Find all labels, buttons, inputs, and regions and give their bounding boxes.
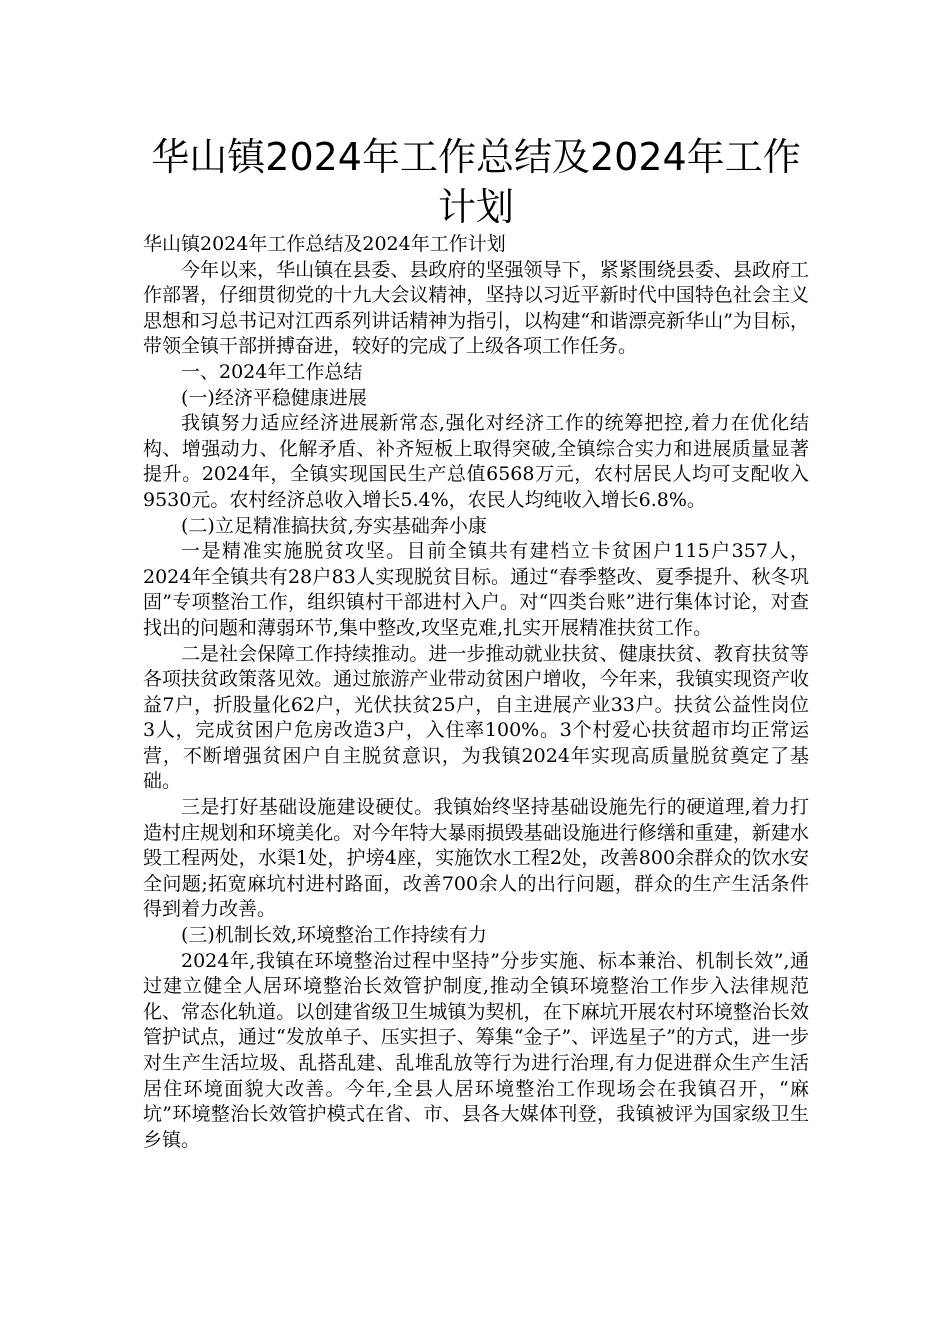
paragraph: 三是打好基础设施建设硬仗。我镇始终坚持基础设施先行的硬道理,着力打造村庄规划和环境美化。对今年特大暴雨损毁基础设施进行修缮和重建，新建水毁工程两处，水渠1处，护塝4座，实施饮水工程2处，改善800余群众的饮水安全问题;拓宽麻坑村进村路面，改善700余人的出行问题，群众的生产生活条件得到着力改善。	[143, 796, 809, 921]
document-body	[143, 232, 809, 1153]
document-page	[143, 120, 809, 1153]
title-line-1: 华山镇2024年工作总结及2024年工作	[151, 135, 801, 179]
subsection-heading: (三)机制长效,环境整治工作持续有力	[181, 924, 487, 947]
paragraph: 一是精准实施脱贫攻坚。目前全镇共有建档立卡贫困户115户357人，2024年全镇共有28户83人实现脱贫目标。通过“春季整改、夏季提升、秋冬巩固”专项整治工作，组织镇村干部进村入户。对“四类台账”进行集体讨论，对查找出的问题和薄弱环节,集中整改,攻坚克难,扎实开展精准扶贫工作。	[143, 540, 809, 639]
paragraph: 2024年,我镇在环境整治过程中坚持”分步实施、标本兼治、机制长效”,通过建立健全人居环境整治长效管护制度,推动全镇环境整治工作步入法律规范化、常态化轨道。以创建省级卫生城镇为契机，在下麻坑开展农村环境整治长效管护试点，通过“发放单子、压实担子、筹集“金子”、评选星子”的方式，进一步对生产生活垃圾、乱搭乱建、乱堆乱放等行为进行治理,有力促进群众生产生活居住环境面貌大改善。今年,全县人居环境整治工作现场会在我镇召开，“麻坑”环境整治长效管护模式在省、市、县各大媒体刊登，我镇被评为国家级卫生乡镇。	[143, 949, 809, 1151]
section-heading: 一、2024年工作总结	[181, 360, 363, 383]
paragraph: 二是社会保障工作持续推动。进一步推动就业扶贫、健康扶贫、教育扶贫等各项扶贫政策落见效。通过旅游产业带动贫困户增收，今年来，我镇实现资产收益7户，折股量化62户，光伏扶贫25户，自主进展产业33户。扶贫公益性岗位3人，完成贫困户危房改造3户，入住率100%。3个村爱心扶贫超市均正常运营，不断增强贫困户自主脱贫意识，为我镇2024年实现高质量脱贫奠定了基础。	[143, 642, 809, 793]
paragraph: 我镇努力适应经济进展新常态,强化对经济工作的统筹把控,着力在优化结构、增强动力、化解矛盾、补齐短板上取得突破,全镇综合实力和进展质量显著提升。2024年，全镇实现国民生产总值6568万元，农村居民人均可支配收入9530元。农村经济总收入增长5.4%，农民人均纯收入增长6.8%。	[143, 412, 809, 511]
title-line-2: 计划	[437, 185, 514, 229]
subsection-heading: (二)立足精准搞扶贫,夯实基础奔小康	[181, 514, 487, 537]
subsection-heading: (一)经济平稳健康进展	[181, 386, 367, 409]
document-subtitle: 华山镇2024年工作总结及2024年工作计划	[143, 233, 506, 255]
document-title	[133, 132, 819, 232]
paragraph-intro: 今年以来，华山镇在县委、县政府的坚强领导下，紧紧围绕县委、县政府工作部署，仔细贯彻党的十九大会议精神，坚持以习近平新时代中国特色社会主义思想和习总书记对江西系列讲话精神为指引，以构建“和谐漂亮新华山”为目标，带领全镇干部拼搏奋进，较好的完成了上级各项工作任务。	[143, 258, 809, 358]
